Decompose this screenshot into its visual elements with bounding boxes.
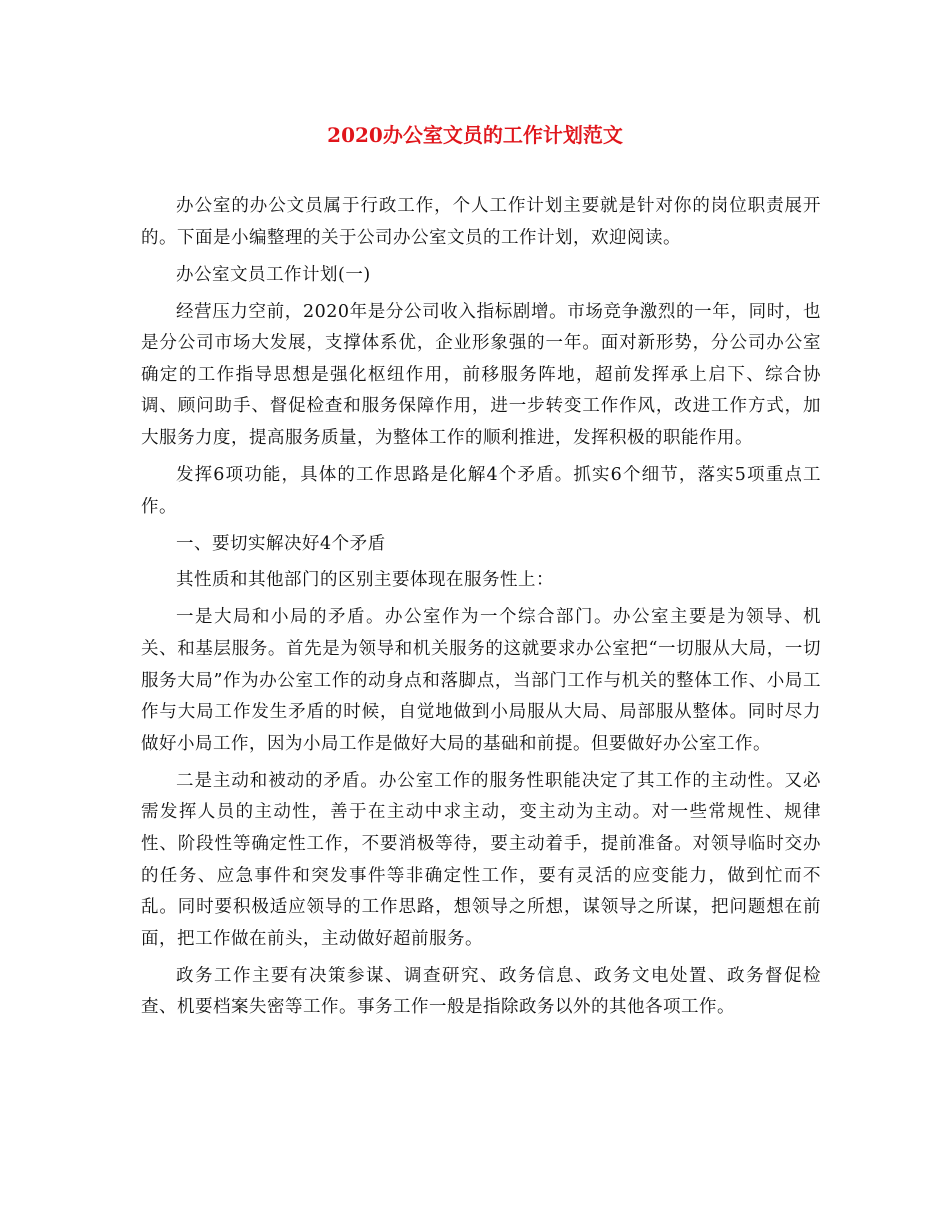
section-heading-plan-one: 办公室文员工作计划(一) <box>176 264 371 285</box>
paragraph-nature: 其性质和其他部门的区别主要体现在服务性上： <box>176 570 554 591</box>
section-heading-contradictions: 一、要切实解决好4个矛盾 <box>176 533 386 554</box>
document-body <box>141 191 821 1029</box>
paragraph-functions: 发挥6项功能，具体的工作思路是化解4个矛盾。抓实6个细节，落实5项重点工作。 <box>141 464 821 517</box>
paragraph-active-passive: 二是主动和被动的矛盾。办公室工作的服务性职能决定了其工作的主动性。又必需发挥人员的主动性，善于在主动中求主动，变主动为主动。对一些常规性、规律性、阶段性等确定性工作，不要消极等待，要主动着手，提前准备。对领导临时交办的任务、应急事件和突发事件等非确定性工作，要有灵活的应变能力，做到忙而不乱。同时要积极适应领导的工作思路，想领导之所想，谋领导之所谋，把问题想在前面，把工作做在前头，主动做好超前服务。 <box>141 770 821 949</box>
paragraph-pressure: 经营压力空前，2020年是分公司收入指标剧增。市场竞争激烈的一年，同时，也是分公司市场大发展，支撑体系优，企业形象强的一年。面对新形势，分公司办公室确定的工作指导思想是强化枢纽作用，前移服务阵地，超前发挥承上启下、综合协调、顾问助手、督促检查和服务保障作用，进一步转变工作作风，改进工作方式，加大服务力度，提高服务质量，为整体工作的顺利推进，发挥积极的职能作用。 <box>141 301 821 448</box>
document-title: 2020办公室文员的工作计划范文 <box>327 123 623 147</box>
paragraph-intro: 办公室的办公文员属于行政工作，个人工作计划主要就是针对你的岗位职责展开的。下面是小编整理的关于公司办公室文员的工作计划，欢迎阅读。 <box>141 196 821 248</box>
paragraph-big-small: 一是大局和小局的矛盾。办公室作为一个综合部门。办公室主要是为领导、机关、和基层服务。首先是为领导和机关服务的这就要求办公室把“一切服从大局，一切服务大局”作为办公室工作的动身点和落脚点，当部门工作与机关的整体工作、小局工作与大局工作发生矛盾的时候，自觉地做到小局服从大局、局部服从整体。同时尽力做好小局工作，因为小局工作是做好大局的基础和前提。但要做好办公室工作。 <box>141 607 821 754</box>
paragraph-government-affairs: 政务工作主要有决策参谋、调查研究、政务信息、政务文电处置、政务督促检查、机要档案失密等工作。事务工作一般是指除政务以外的其他各项工作。 <box>141 965 821 1018</box>
